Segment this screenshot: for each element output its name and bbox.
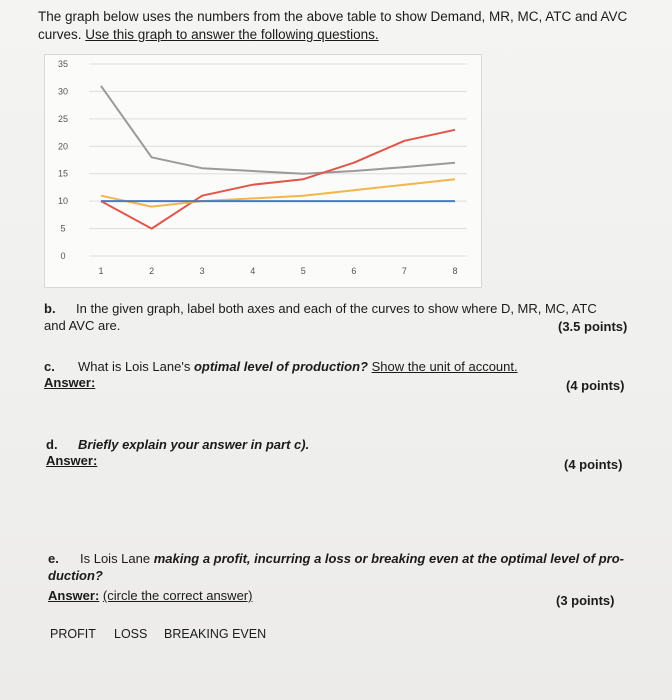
q-b-letter: b. [44,301,56,316]
series-line-2 [101,130,455,229]
y-tick-label: 5 [60,223,66,234]
intro-line-2 [38,26,379,44]
q-e-option-breaking-even[interactable]: BREAKING EVEN [164,627,267,641]
y-tick-label: 15 [57,168,69,179]
q-c-text-pre: What is Lois Lane's [78,359,194,374]
x-tick-label: 4 [250,266,256,276]
q-c-letter: c. [44,359,55,374]
q-c-text-link: Show the unit of account. [371,359,518,374]
q-c-answer-label: Answer: [44,375,96,390]
x-tick-label: 3 [199,266,205,276]
q-e-letter: e. [48,551,59,566]
q-e-answer-label: Answer: [48,588,100,603]
series-line-3 [101,179,455,206]
q-d-points: (4 points) [564,457,623,472]
q-e-text-em: making a profit, incurring a loss or breaking even at the optimal level of pro- [153,551,624,566]
y-tick-label: 0 [60,251,66,261]
x-tick-label: 6 [351,266,357,276]
q-e-option-loss[interactable]: LOSS [114,627,148,641]
y-tick-label: 10 [57,196,69,207]
q-e-text-1 [80,550,624,568]
q-e-text-2: duction? [48,568,103,583]
x-tick-label: 8 [452,266,458,276]
q-b-text-1: In the given graph, label both axes and each of the curves to show where D, MR, MC, ATC [76,301,597,316]
q-e-points: (3 points) [556,593,615,608]
q-d-letter: d. [46,437,58,452]
x-tick-label: 1 [98,266,104,276]
q-b-text-2: and AVC are. [44,318,121,333]
x-tick-label: 5 [300,266,306,276]
chart-svg [45,55,481,287]
q-c-points: (4 points) [566,378,625,393]
q-d-text: Briefly explain your answer in part c). [78,437,310,452]
y-tick-label: 20 [57,141,69,152]
q-c-text-em: optimal level of production? [193,359,368,374]
intro-line-2-plain: curves. [38,27,86,42]
q-e-circle-note: (circle the correct answer) [102,588,253,603]
q-d-answer-label: Answer: [46,453,98,468]
y-tick-label: 30 [57,86,69,97]
q-c-text [78,358,518,376]
intro-line-1: The graph below uses the numbers from the above table to show Demand, MR, MC, ATC and AVC [38,9,628,24]
x-tick-label: 2 [149,266,155,276]
y-tick-label: 35 [57,59,69,69]
q-b-points: (3.5 points) [558,319,628,334]
q-e-option-profit[interactable]: PROFIT [50,627,96,641]
y-tick-label: 25 [57,113,69,124]
q-e-text-pre: Is Lois Lane [80,551,154,566]
q-e-answer-line [48,587,252,605]
series-line-1 [101,86,455,174]
cost-curves-chart [44,54,482,288]
intro-line-2-link: Use this graph to answer the following questions. [85,27,379,42]
x-tick-label: 7 [401,266,407,276]
